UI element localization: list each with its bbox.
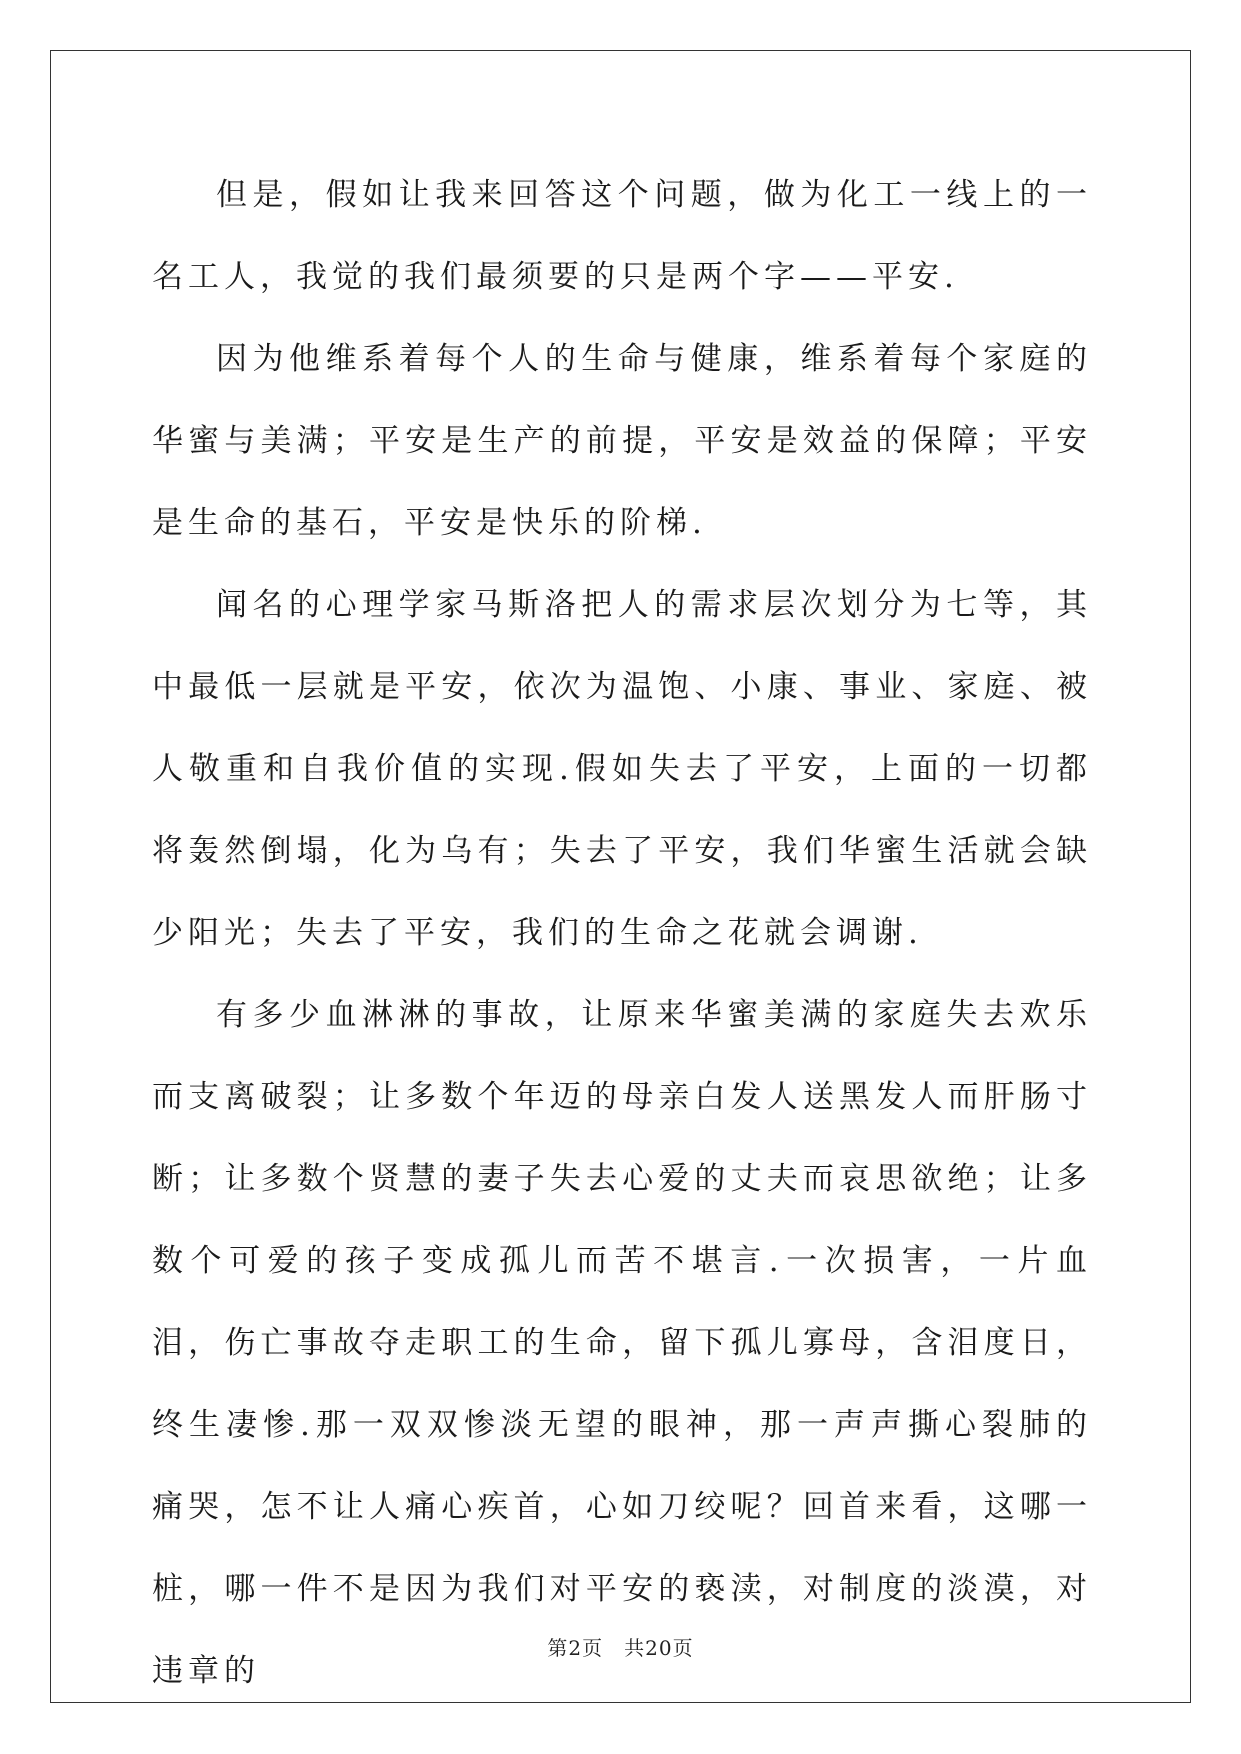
paragraph-4: 有多少血淋淋的事故，让原来华蜜美满的家庭失去欢乐而支离破裂；让多数个年迈的母亲白发人送黑发人而肝肠寸断；让多数个贤慧的妻子失去心爱的丈夫而哀思欲绝；让多数个可爱的孩子变成孤儿而苦不堪言.一次损害，一片血泪，伤亡事故夺走职工的生命，留下孤儿寡母，含泪度日，终生凄惨.那一双双惨淡无望的眼神，那一声声撕心裂肺的痛哭，怎不让人痛心疾首，心如刀绞呢？回首来看，这哪一桩，哪一件不是因为我们对平安的亵渎，对制度的淡漠，对违章的 (152, 997, 1092, 1689)
page-number-footer: 第2页 共20页 (547, 1636, 694, 1660)
paragraph-1: 但是，假如让我来回答这个问题，做为化工一线上的一名工人，我觉的我们最须要的只是两个字——平安. (152, 177, 1092, 295)
document-body (152, 154, 1092, 1712)
paragraph-3: 闻名的心理学家马斯洛把人的需求层次划分为七等，其中最低一层就是平安，依次为温饱、小康、事业、家庭、被人敬重和自我价值的实现.假如失去了平安，上面的一切都将轰然倒塌，化为乌有；失去了平安，我们华蜜生活就会缺少阳光；失去了平安，我们的生命之花就会调谢. (152, 587, 1092, 951)
paragraph-2: 因为他维系着每个人的生命与健康，维系着每个家庭的华蜜与美满；平安是生产的前提，平安是效益的保障；平安是生命的基石，平安是快乐的阶梯. (152, 341, 1092, 541)
